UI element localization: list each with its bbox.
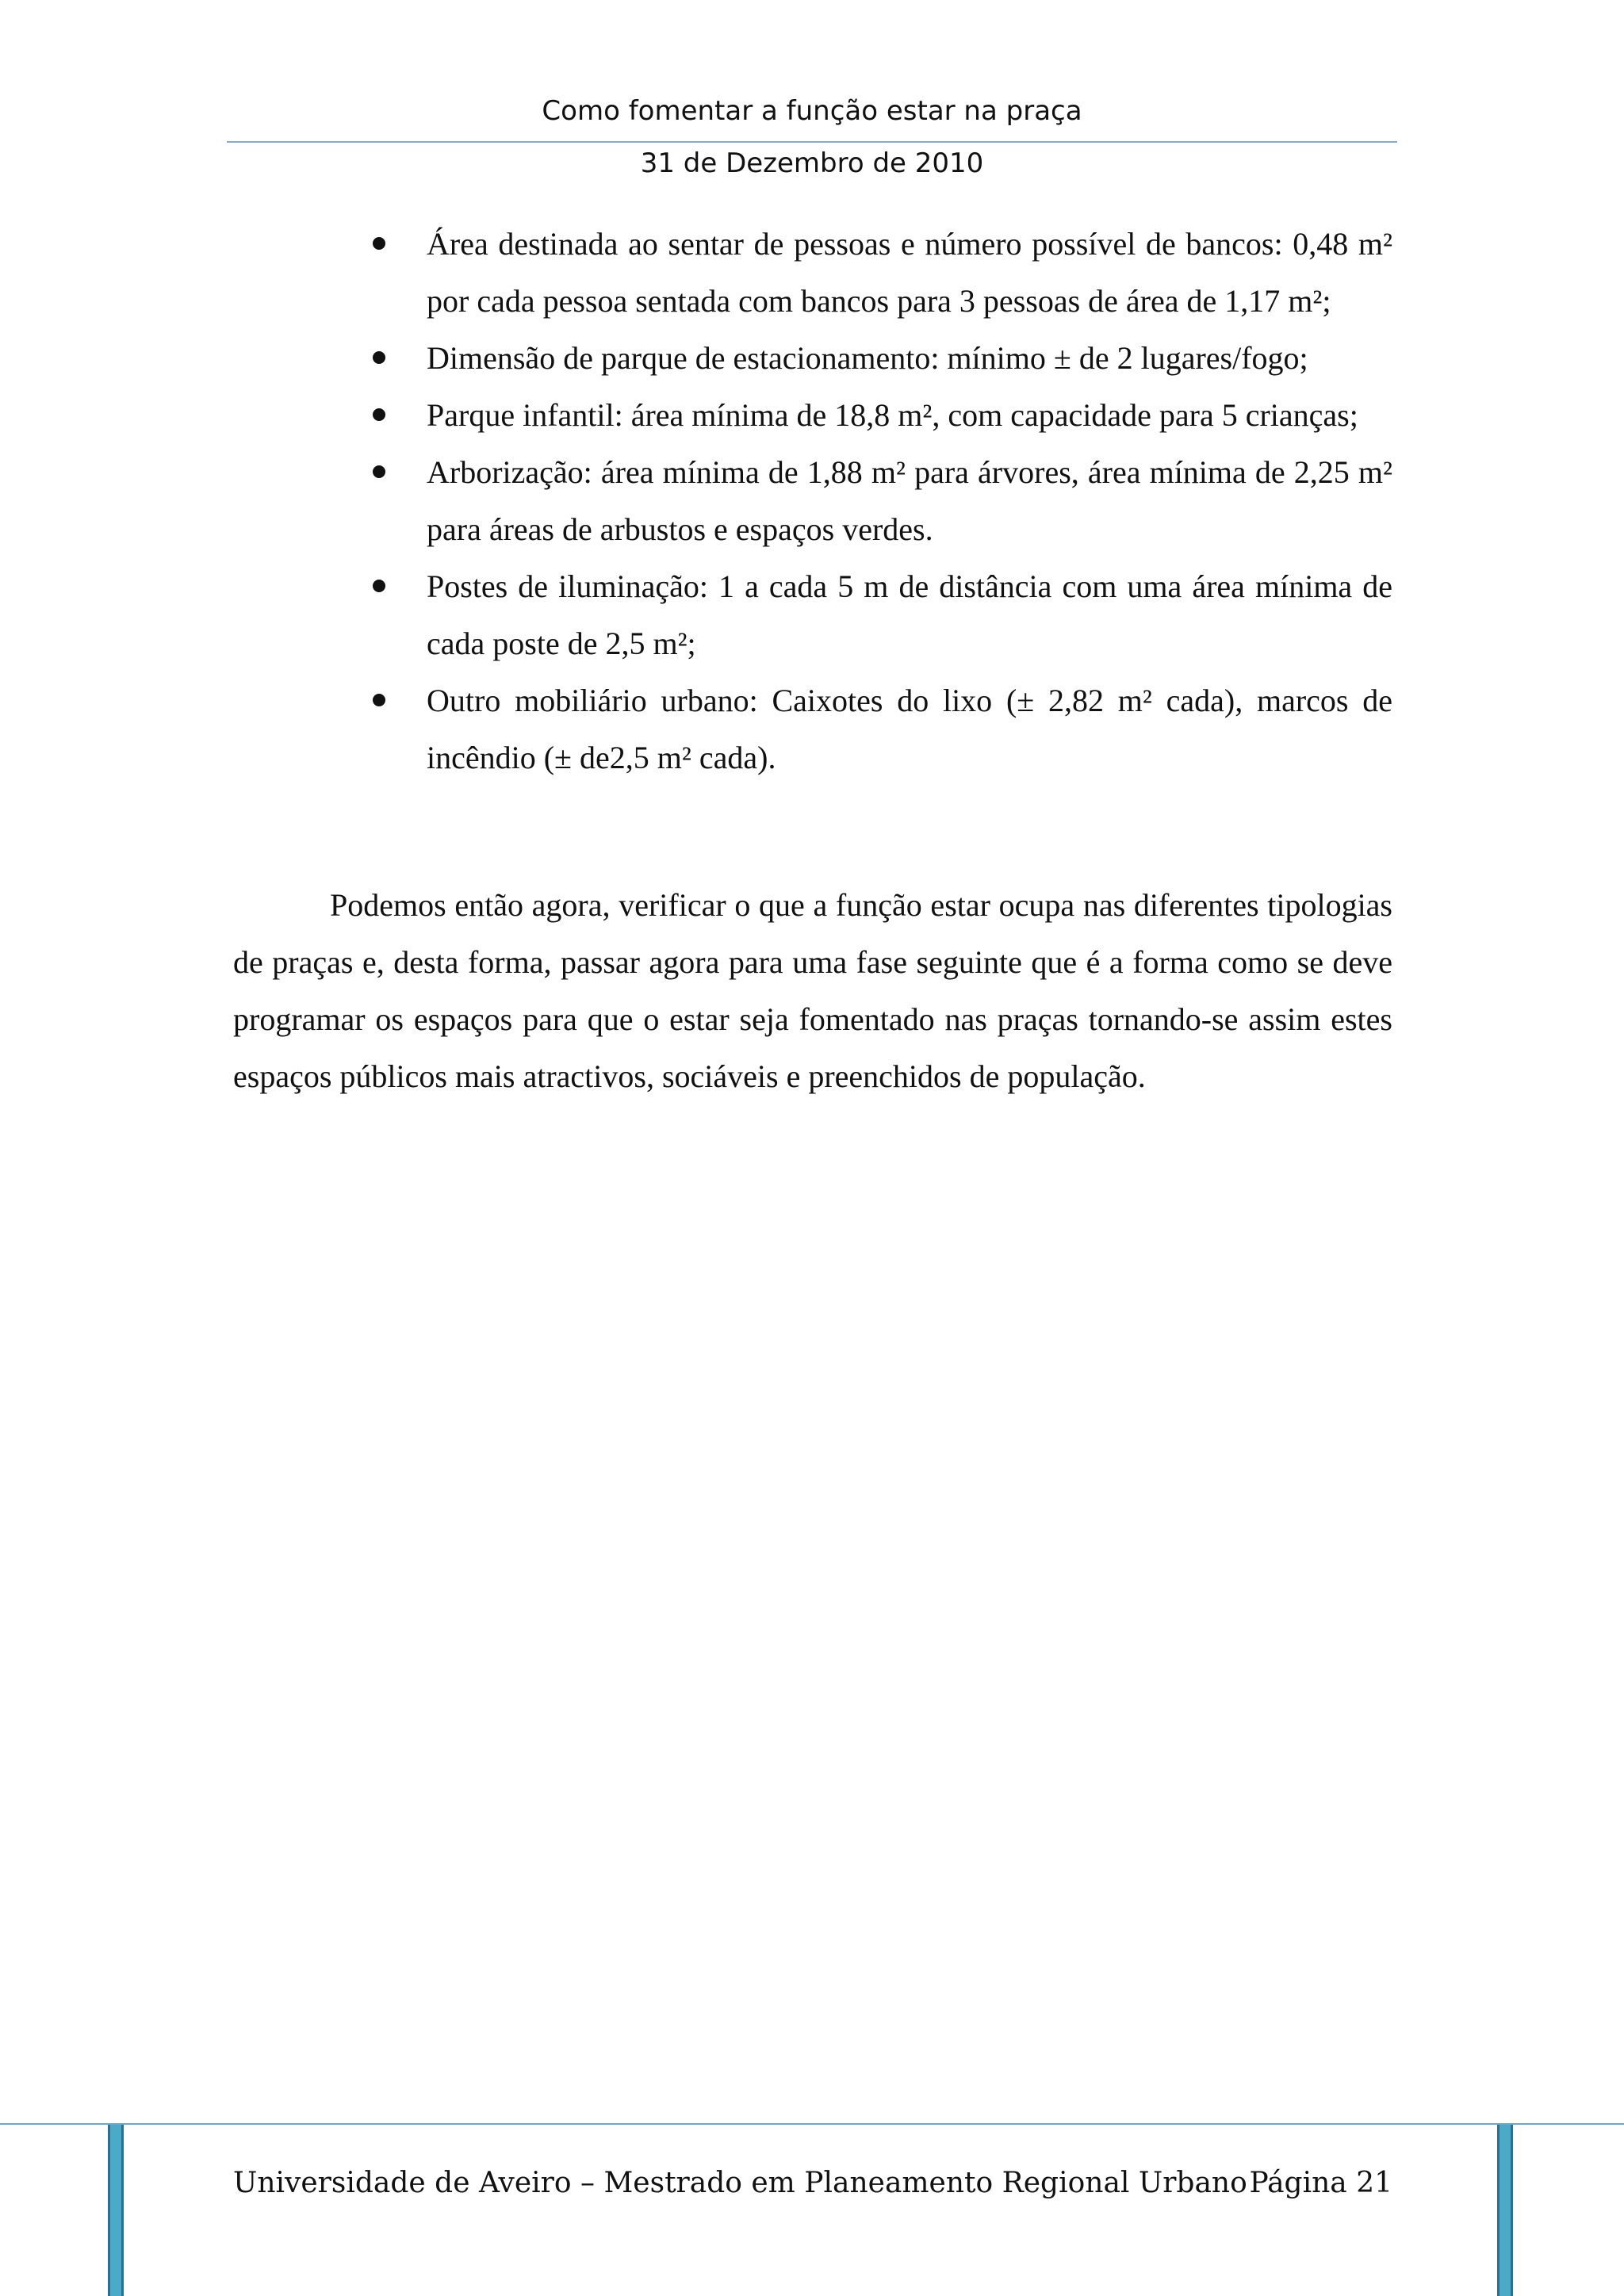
bullet-icon: [373, 351, 385, 364]
bullet-icon: [373, 580, 385, 592]
bullet-list: [427, 216, 1392, 786]
list-item-text: Dimensão de parque de estacionamento: mínimo ± de 2 lugares/fogo;: [427, 340, 1308, 376]
list-item-text: Outro mobiliário urbano: Caixotes do lixo (± 2,82 m² cada), marcos de incêndio (± de2,5 m² cada).: [427, 683, 1392, 775]
list-item-text: Parque infantil: área mínima de 18,8 m², com capacidade para 5 crianças;: [427, 397, 1358, 433]
body-paragraph: Podemos então agora, verificar o que a função estar ocupa nas diferentes tipologias de praças e, desta forma, passar agora para uma fase seguinte que é a forma como se deve programar os espaços para que o estar seja fomentado nas praças tornando-se assim estes espaços públicos mais atractivos, sociáveis e preenchidos de população.: [233, 887, 1392, 1094]
list-item-text: Arborização: área mínima de 1,88 m² para árvores, área mínima de 2,25 m² para áreas de arbustos e espaços verdes.: [427, 454, 1392, 547]
footer-divider: [0, 2123, 1624, 2125]
list-item-text: Postes de iluminação: 1 a cada 5 m de distância com uma área mínima de cada poste de 2,5 m²;: [427, 568, 1392, 661]
bullet-icon: [373, 694, 385, 706]
list-item: [427, 216, 1392, 330]
footer-institution: Universidade de Aveiro – Mestrado em Planeamento Regional Urbano: [233, 2167, 1247, 2199]
page-number: Página 21: [1249, 2167, 1392, 2199]
header-divider: [227, 141, 1397, 143]
footer-left-accent-bar: [108, 2125, 124, 2296]
list-item: [427, 387, 1392, 444]
list-item: [427, 558, 1392, 672]
list-item: [427, 444, 1392, 558]
footer-right-accent-bar: [1497, 2125, 1513, 2296]
bullet-icon: [373, 237, 385, 250]
bullet-icon: [373, 408, 385, 421]
list-item: [427, 330, 1392, 387]
header-title: Como fomentar a função estar na praça: [542, 95, 1082, 127]
list-item: [427, 672, 1392, 786]
header-date: 31 de Dezembro de 2010: [640, 147, 984, 179]
list-item-text: Área destinada ao sentar de pessoas e número possível de bancos: 0,48 m² por cada pessoa sentada com bancos para 3 pessoas de área de 1,17 m²;: [427, 226, 1392, 319]
bullet-icon: [373, 465, 385, 478]
